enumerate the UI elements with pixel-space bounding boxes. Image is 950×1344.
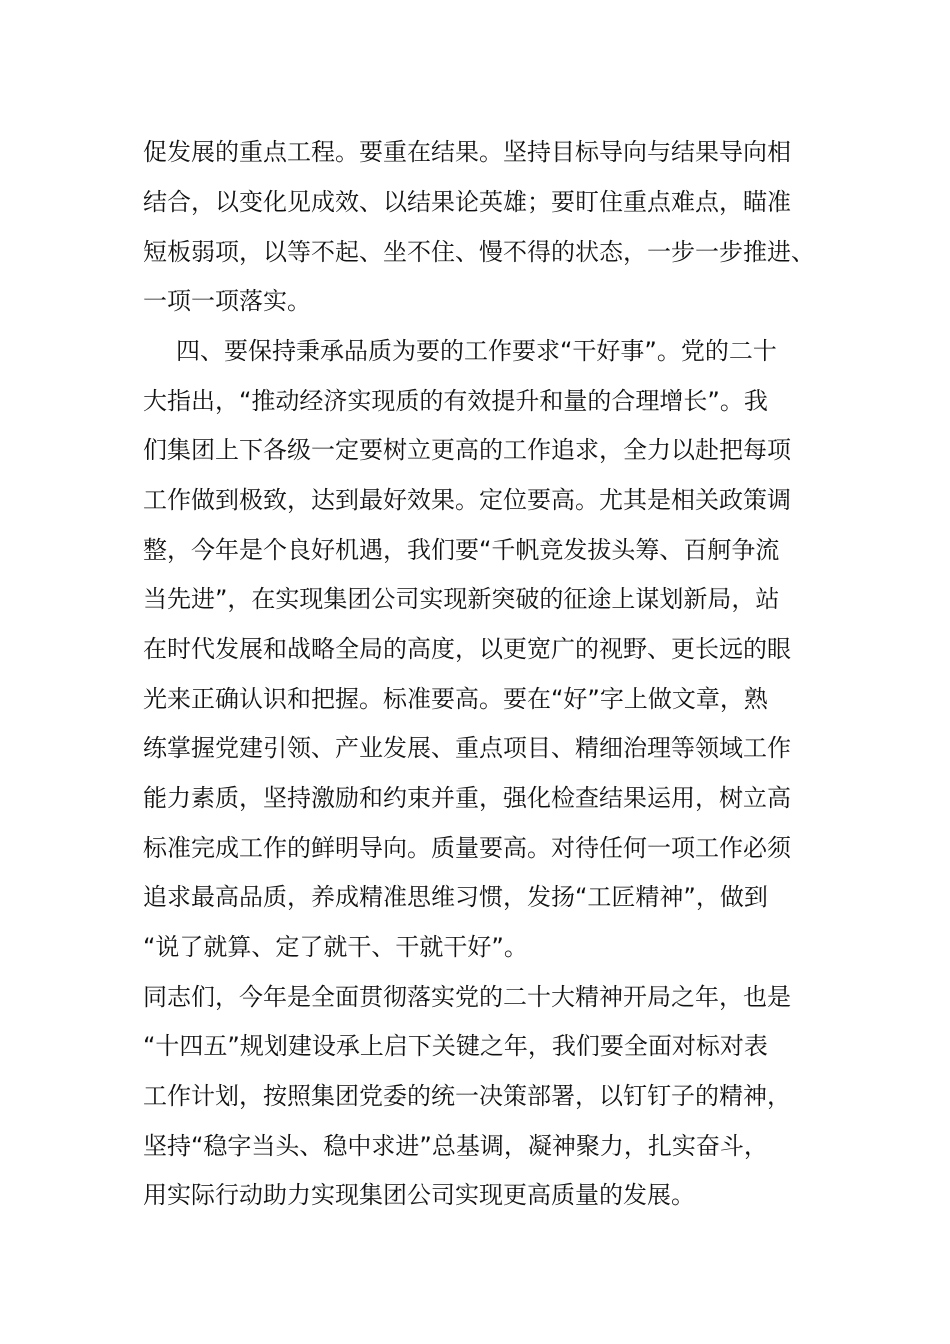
text-line: 标准完成工作的鲜明导向。质量要高。对待任何一项工作必须	[143, 834, 791, 862]
text-line: 追求最高品质，养成精准思维习惯，发扬“工匠精神”，做到	[143, 883, 768, 911]
paragraph-start-line: 四、要保持秉承品质为要的工作要求“干好事”。党的二十	[176, 337, 777, 365]
text-line: 坚持“稳字当头、稳中求进”总基调，凝神聚力，扎实奋斗，	[143, 1132, 768, 1160]
text-line: 工作做到极致，达到最好效果。定位要高。尤其是相关政策调	[143, 486, 791, 514]
text-line: 工作计划，按照集团党委的统一决策部署，以钉钉子的精神，	[143, 1082, 791, 1110]
text-line: 促发展的重点工程。要重在结果。坚持目标导向与结果导向相	[143, 138, 791, 166]
text-line: 短板弱项，以等不起、坐不住、慢不得的状态，一步一步推进、	[143, 238, 815, 266]
text-line: 在时代发展和战略全局的高度，以更宽广的视野、更长远的眼	[143, 635, 791, 663]
text-line: 用实际行动助力实现集团公司实现更高质量的发展。	[143, 1181, 695, 1209]
text-line: 们集团上下各级一定要树立更高的工作追求，全力以赴把每项	[143, 436, 791, 464]
text-line: 结合，以变化见成效、以结果论英雄；要盯住重点难点，瞄准	[143, 188, 791, 216]
text-line: 练掌握党建引领、产业发展、重点项目、精细治理等领域工作	[143, 734, 791, 762]
text-line: “说了就算、定了就干、干就干好”。	[143, 933, 528, 961]
text-line: 当先进”，在实现集团公司实现新突破的征途上谋划新局，站	[143, 585, 780, 613]
text-line: “十四五”规划建设承上启下关键之年，我们要全面对标对表	[143, 1032, 768, 1060]
text-line: 一项一项落实。	[143, 287, 311, 315]
text-line: 能力素质，坚持激励和约束并重，强化检查结果运用，树立高	[143, 784, 791, 812]
paragraph-start-line: 同志们，今年是全面贯彻落实党的二十大精神开局之年，也是	[143, 983, 791, 1011]
text-line: 大指出，“推动经济实现质的有效提升和量的合理增长”。我	[143, 387, 768, 415]
text-line: 光来正确认识和把握。标准要高。要在“好”字上做文章，熟	[143, 685, 768, 713]
text-line: 整，今年是个良好机遇，我们要“千帆竞发拔头筹、百舸争流	[143, 536, 780, 564]
